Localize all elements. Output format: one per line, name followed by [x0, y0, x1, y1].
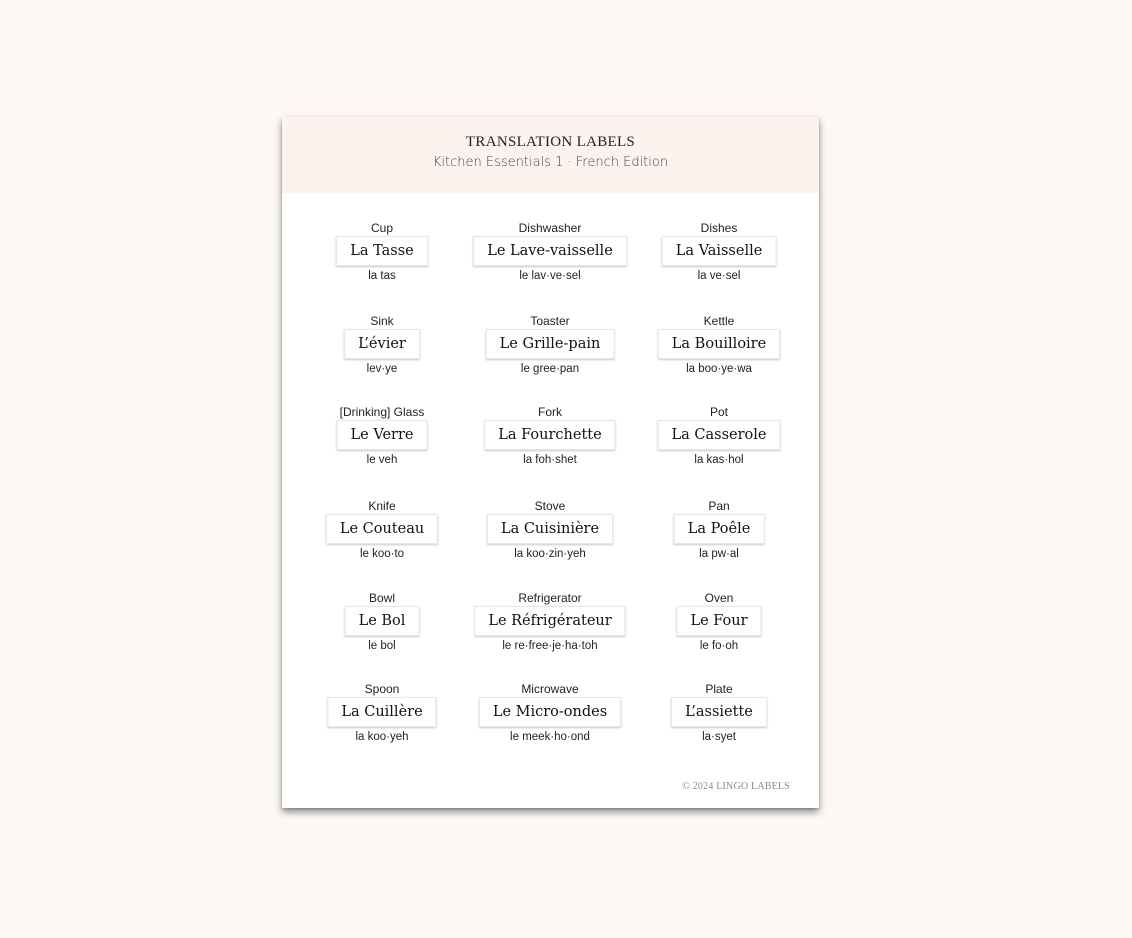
french-word-label: La Vaisselle	[662, 236, 777, 266]
english-word: Knife	[368, 499, 396, 513]
french-word-label: Le Grille-pain	[486, 329, 615, 359]
french-word-label: La Casserole	[658, 420, 781, 450]
french-word-label: Le Lave-vaisselle	[473, 236, 627, 266]
pronunciation-guide: la boo·ye·wa	[686, 363, 752, 375]
french-word-label: La Tasse	[336, 236, 428, 266]
sheet-subtitle: Kitchen Essentials 1 · French Edition	[432, 155, 669, 170]
french-word-label: L’assiette	[671, 697, 767, 727]
english-word: Oven	[704, 591, 734, 605]
pronunciation-guide: le meek·ho·ond	[510, 731, 590, 743]
sheet-title: TRANSLATION LABELS	[465, 134, 636, 150]
french-word-label: Le Couteau	[326, 514, 438, 544]
english-word: Dishes	[700, 221, 738, 235]
english-word: Kettle	[703, 314, 735, 328]
english-word: Bowl	[368, 591, 395, 605]
pronunciation-guide: la koo·zin·yeh	[514, 548, 586, 560]
english-word: Spoon	[364, 682, 400, 696]
copyright-footer: © 2024 LINGO LABELS	[682, 781, 790, 792]
french-word-label: La Cuisinière	[487, 514, 613, 544]
english-word: Toaster	[530, 314, 570, 328]
english-word: Dishwasher	[518, 221, 582, 235]
pronunciation-guide: la·syet	[702, 731, 736, 743]
pronunciation-guide: lev·ye	[366, 363, 398, 375]
pronunciation-guide: le fo·oh	[699, 640, 739, 652]
english-word: Microwave	[521, 682, 579, 696]
french-word-label: Le Verre	[337, 420, 428, 450]
sheet-header	[282, 117, 819, 193]
pronunciation-guide: le re·free·je·ha·toh	[502, 640, 598, 652]
french-word-label: La Bouilloire	[658, 329, 780, 359]
pronunciation-guide: la koo·yeh	[355, 731, 409, 743]
french-word-label: La Cuillère	[327, 697, 436, 727]
english-word: Cup	[370, 221, 393, 235]
pronunciation-guide: la tas	[368, 270, 396, 282]
english-word: Sink	[370, 314, 394, 328]
pronunciation-guide: le veh	[366, 454, 398, 466]
french-word-label: L’évier	[344, 329, 420, 359]
english-word: [Drinking] Glass	[339, 405, 425, 419]
french-word-label: La Poêle	[674, 514, 765, 544]
pronunciation-guide: le gree·pan	[520, 363, 580, 375]
pronunciation-guide: le lav·ve·sel	[519, 270, 581, 282]
english-word: Stove	[534, 499, 566, 513]
english-word: Plate	[705, 682, 733, 696]
pronunciation-guide: la pw·al	[699, 548, 739, 560]
french-word-label: Le Réfrigérateur	[474, 606, 625, 636]
english-word: Pan	[708, 499, 730, 513]
english-word: Pot	[709, 405, 728, 419]
pronunciation-guide: le koo·to	[359, 548, 405, 560]
english-word: Refrigerator	[518, 591, 582, 605]
french-word-label: La Fourchette	[484, 420, 615, 450]
french-word-label: Le Four	[676, 606, 761, 636]
french-word-label: Le Bol	[345, 606, 420, 636]
pronunciation-guide: le bol	[368, 640, 396, 652]
french-word-label: Le Micro-ondes	[479, 697, 621, 727]
english-word: Fork	[538, 405, 562, 419]
pronunciation-guide: la kas·hol	[694, 454, 744, 466]
pronunciation-guide: la foh·shet	[523, 454, 577, 466]
label-sheet	[282, 117, 819, 808]
pronunciation-guide: la ve·sel	[697, 270, 741, 282]
